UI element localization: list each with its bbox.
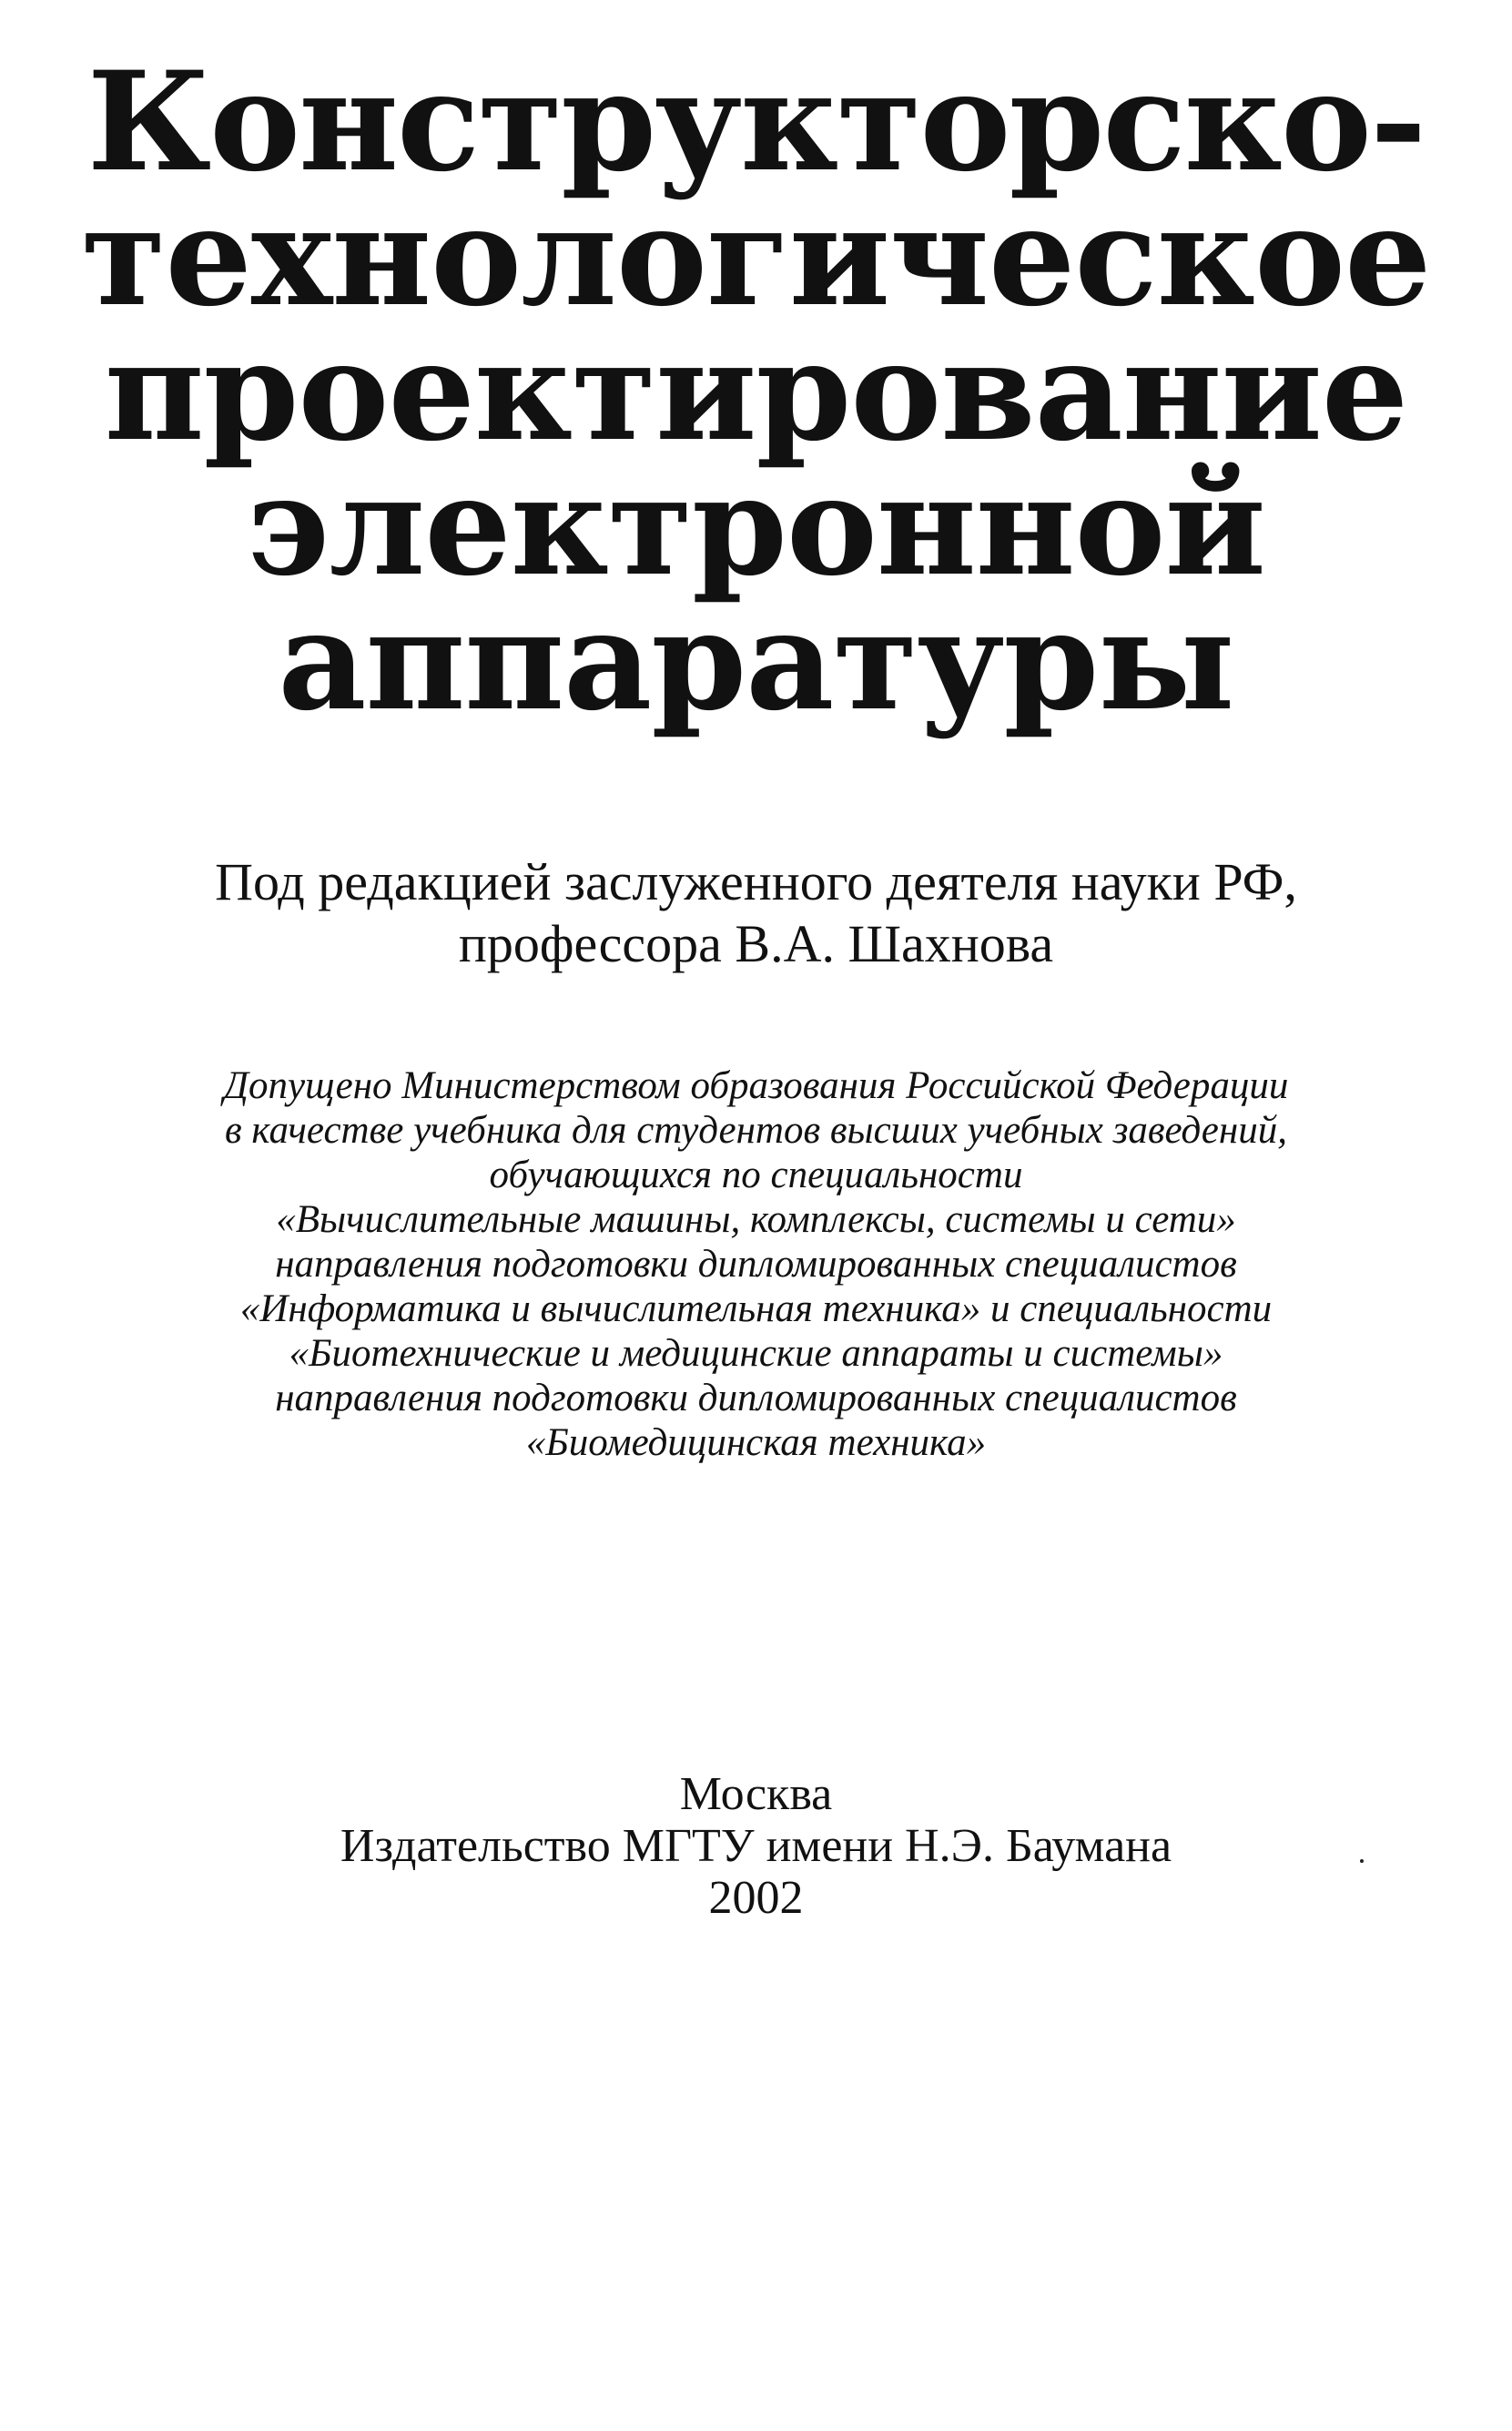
approval-line: «Биотехнические и медицинские аппараты и системы» [289,1332,1223,1375]
approval-line: «Информатика и вычислительная техника» и специальности [239,1287,1273,1330]
editor-line: Под редакцией заслуженного деятеля науки РФ, [215,852,1297,911]
book-title [36,42,1476,741]
editor-line: профессора В.А. Шахнова [458,914,1054,973]
approval-line: в качестве учебника для студентов высших учебных заведений, [225,1109,1287,1152]
approval-line: обучающихся по специальности [489,1154,1023,1196]
print-speck [1360,1859,1364,1863]
ministry-approval-note [36,1063,1476,1465]
title-line: Конструкторско- [86,42,1426,202]
title-line: проектирование [104,311,1408,472]
approval-line: «Биомедицинская техника» [525,1421,987,1464]
editor-credit [36,851,1476,975]
title-line: аппаратуры [278,581,1234,741]
approval-line: направления подготовки дипломированных специалистов [275,1377,1237,1419]
approval-line: направления подготовки дипломированных специалистов [275,1243,1237,1286]
title-line: технологическое [81,177,1431,337]
approval-line: «Вычислительные машины, комплексы, системы и сети» [276,1198,1236,1241]
imprint-publisher: Издательство МГТУ имени Н.Э. Баумана [340,1820,1172,1872]
approval-line: Допущено Министерством образования Российской Федерации [223,1064,1289,1107]
title-line: электронной [247,446,1265,606]
publisher-imprint [36,1768,1476,1924]
imprint-city: Москва [679,1768,833,1820]
imprint-year: 2002 [708,1872,804,1924]
